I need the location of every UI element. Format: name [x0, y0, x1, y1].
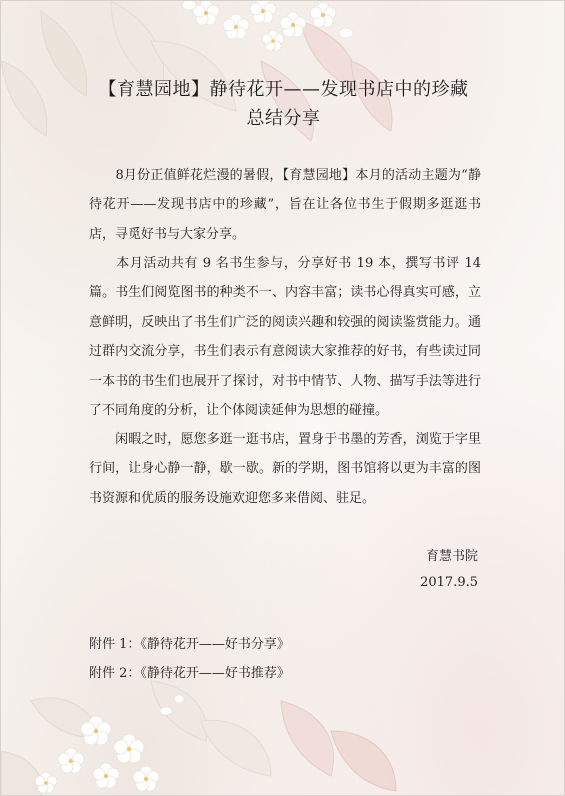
floral-decoration-bottom	[1, 661, 565, 796]
body-paragraph-3: 闲暇之时，愿您多逛一逛书店，置身于书墨的芳香，浏览于字里行间，让身心静一静，歇一歇。新的学期，图书馆将以更为丰富的图书资源和优质的服务设施欢迎您多来借阅、驻足。	[89, 432, 481, 506]
attachment-1: 附件 1：《静待花开——好书分享》	[89, 637, 290, 652]
attachment-2: 附件 2：《静待花开——好书推荐》	[89, 666, 290, 681]
document-subtitle: 总结分享	[246, 108, 321, 129]
body-paragraph-1: 8月份正值鲜花烂漫的暑假，【育慧园地】本月的活动主题为“静待花开——发现书店中的珍藏”，旨在让各位书生于假期多逛逛书店，寻觅好书与大家分享。	[89, 168, 481, 242]
signature-organization: 育慧书院	[425, 549, 478, 564]
body-paragraph-2: 本月活动共有 9 名书生参与，分享好书 19 本，撰写书评 14 篇。书生们阅览图书的种类不一、内容丰富；读书心得真实可感，立意鲜明，反映出了书生们广泛的阅读兴趣和较强的阅读鉴赏能力。通过群内交流分享，书生们表示有意阅读大家推荐的好书，有些读过同一本书的书生们也展开了探讨，对书中情节、人物、描写手法等进行了不同角度的分析，让个体阅读延伸为思想的碰撞。	[89, 256, 481, 419]
signature-date: 2017.9.5	[420, 575, 478, 590]
document-title: 【育慧园地】静待花开——发现书店中的珍藏	[98, 79, 469, 100]
